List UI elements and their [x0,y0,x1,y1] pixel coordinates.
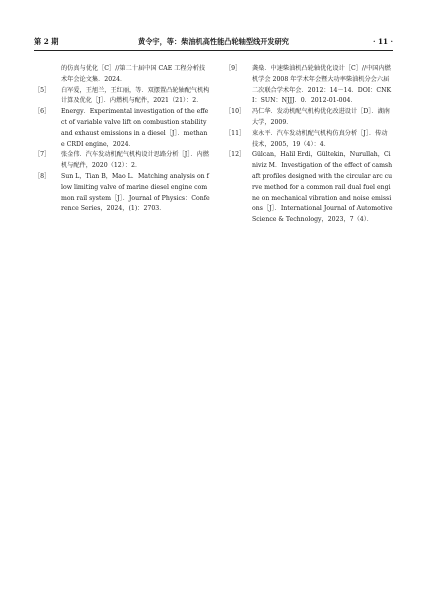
reference-text: 龚燊．中速柴油机凸轮轴优化设计［C］//中国内燃机学会 2008 年学术年会暨大功率柴油机分会六届二次联合学术年会．2012：14－14．DOI：CNKI：SUN：NJJJ．0．2012-01-004． [252,65,392,105]
reference-text: Gülcan，Halil Erdi，Gültekin，Nurullah，Ciniviz M．Investigation of the effect of camshaft profiles designed with the circular arc curve method for a common rail dual fuel engine on mechanical vibration and noise emissions［J］．International Journal of Automotive Science & Technology，2023，7（4）． [252,151,393,224]
reference-number: ［11］ [225,129,246,137]
reference-item [34,150,210,172]
reference-text: 冯仁华．发动机配气机构优化改进设计［D］．湖南大学，2009． [252,108,390,126]
running-header [34,36,393,48]
reference-text: 白军爱，王旭兰，王红丽，等．双摆置凸轮轴配气机构计算及优化［J］．内燃机与配件，2021（21）：2． [61,86,210,105]
reference-item [34,86,210,108]
reference-number: ［10］ [225,108,246,116]
reference-item [225,107,393,129]
reference-number: ［7］ [34,151,51,159]
reference-text: 束永平．汽车发动机配气机构仿真分析［J］．传动技术，2005，19（4）：4． [252,129,388,148]
reference-number: ［5］ [34,86,51,94]
running-title: 黄令宇，等：柴油机高性能凸轮轴型线开发研究 [138,37,289,46]
references-right-column [225,64,393,226]
reference-number: ［12］ [225,151,246,159]
reference-item [225,150,393,226]
reference-item [34,172,210,215]
issue-label: 第 2 期 [34,37,59,46]
references-left-column [34,64,210,215]
reference-number: ［9］ [225,65,242,72]
reference-text: 张金伟．汽车发动机配气机构设计思路分析［J］．内燃机与配件，2020（12）：2． [61,151,209,170]
page-number: · 11 · [372,37,393,46]
reference-text: Sun L，Tian B，Mao L．Matching analysis on flow limiting valve of marine diesel engine common rail system［J］．Journal of Physics：Conference Series，2024，(1)：2703． [61,172,210,213]
reference-number: ［8］ [34,172,51,180]
reference-item [225,64,393,107]
reference-text: Energy．Experimental investigation of the effect of variable valve lift on combustion stability and exhaust emissions in a diesel［J］．methane CRDI engine，2024． [61,108,209,148]
reference-text: 的仿真与优化［C］//第二十届中国 CAE 工程分析技术年会论文集．2024． [61,65,206,83]
header-rule [34,50,393,51]
reference-item [225,129,393,151]
reference-item [34,107,210,150]
reference-number: ［6］ [34,108,51,116]
reference-item [34,64,210,86]
